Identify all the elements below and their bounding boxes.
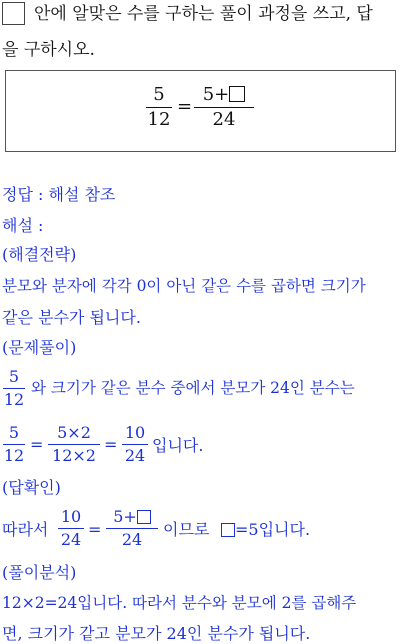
- question-line-1: 안에 알맞은 수를 구하는 풀이 과정을 쓰고, 답: [34, 4, 373, 24]
- check-fraction-b: 5+ 24: [106, 509, 158, 548]
- check-result: =5입니다.: [221, 522, 310, 538]
- explain-label: 해설 :: [2, 216, 44, 235]
- calc-tail: 입니다.: [152, 436, 204, 455]
- equation-left-fraction: [146, 86, 172, 129]
- check-prefix: 따라서: [2, 520, 49, 539]
- solve-text: 와 크기가 같은 분수 중에서 분모가 24인 분수는: [31, 379, 355, 397]
- strategy-label: (해결전략): [2, 245, 77, 264]
- solve-fraction: 5 12: [3, 367, 25, 409]
- blank-answer-box: [2, 2, 25, 25]
- check-label: (답확인): [2, 478, 61, 497]
- calc-fraction-a: 5 12: [3, 423, 25, 465]
- strategy-line-2: 같은 분수가 됩니다.: [2, 308, 141, 327]
- equals-sign: =: [30, 435, 44, 454]
- analysis-label: (풀이분석): [2, 563, 77, 582]
- calc-fraction-c: 10 24: [122, 425, 148, 464]
- denominator: 24: [212, 109, 236, 130]
- denominator: 12: [147, 109, 171, 130]
- check-fraction-a: 10 24: [58, 509, 84, 548]
- equation-right-fraction: [194, 86, 254, 129]
- blank-box: [221, 523, 235, 537]
- equals-sign: =: [88, 520, 102, 539]
- solve-label: (문제풀이): [2, 338, 77, 357]
- numerator: 5+: [194, 86, 254, 104]
- equation-box: [5, 70, 396, 152]
- blank-box: [229, 86, 245, 102]
- question-line-2: 을 구하시오.: [2, 40, 95, 60]
- analysis-line-2: 면, 크기가 같고 분모가 24인 분수가 됩니다.: [2, 624, 311, 643]
- equals-sign: =: [177, 96, 193, 117]
- blank-box: [137, 510, 151, 524]
- analysis-line-1: 12×2=24입니다. 따라서 분수와 분모에 2를 곱해주: [2, 594, 357, 612]
- equals-sign: =: [104, 435, 118, 454]
- calc-fraction-b: 5×2 12×2: [48, 425, 100, 464]
- numerator: 5: [153, 84, 165, 105]
- check-middle: 이므로: [163, 520, 210, 539]
- answer-line: 정답 : 해설 참조: [2, 185, 116, 204]
- strategy-line-1: 분모와 분자에 각각 0이 아닌 같은 수를 곱하면 크기가: [2, 277, 366, 295]
